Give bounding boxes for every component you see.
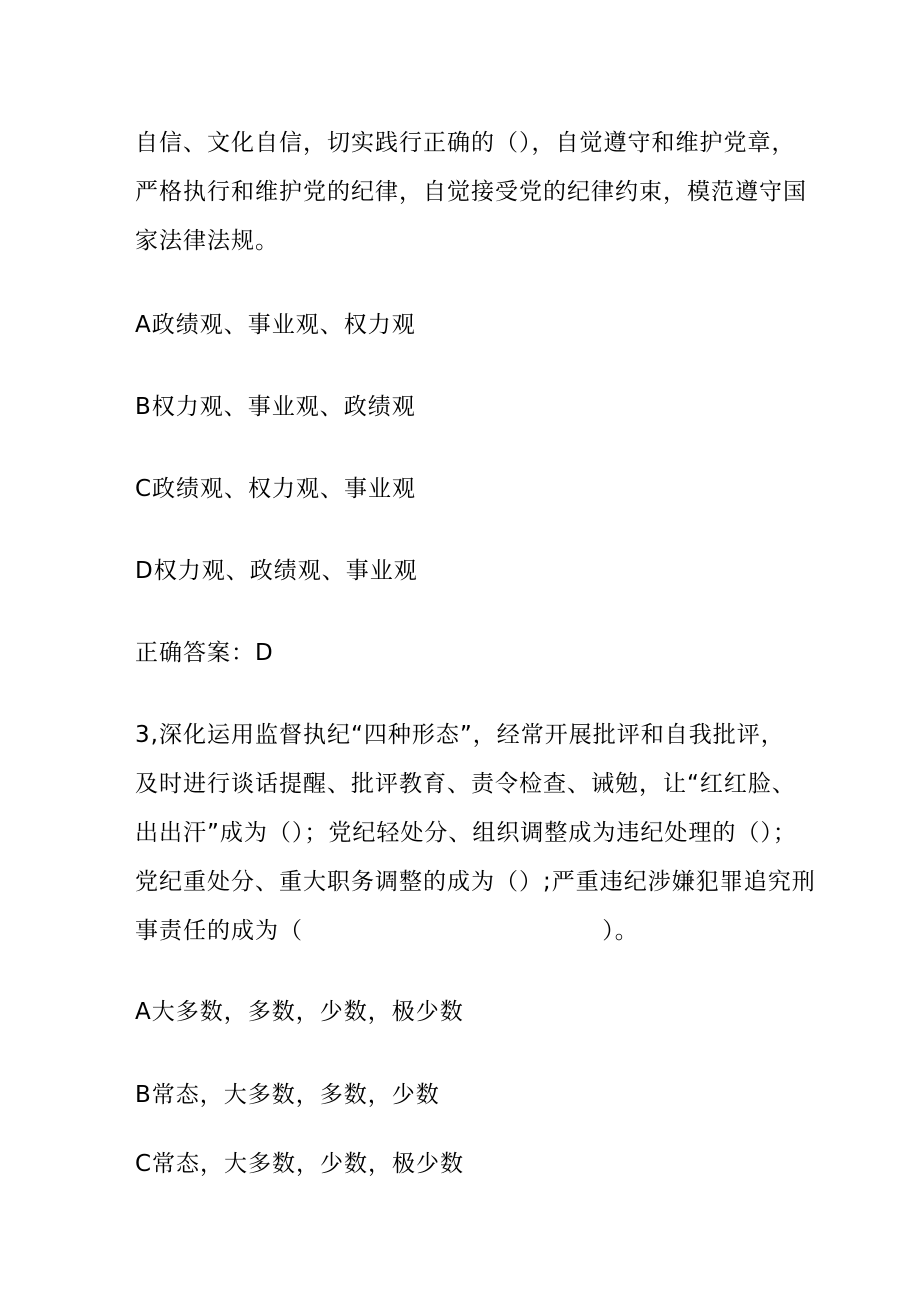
question-3-stem-line-4: 党纪重处分、重大职务调整的成为（）;严重违纪涉嫌犯罪追究刑	[135, 869, 816, 895]
question-2-stem-line-2: 严格执行和维护党的纪律，自觉接受党的纪律约束，模范遵守国	[135, 179, 807, 205]
question-2-stem-line-1: 自信、文化自信，切实践行正确的（），自觉遵守和维护党章，	[135, 130, 796, 156]
question-3-stem-line-5: 事责任的成为（ ）。	[135, 918, 639, 944]
question-3-stem-line-2: 及时进行谈话提醒、批评教育、责令检查、诫勉，让“红红脸、	[135, 771, 796, 797]
question-2-option-d: D权力观、政绩观、事业观	[135, 558, 418, 584]
question-3-option-b: B常态，大多数，多数，少数	[135, 1082, 440, 1108]
question-2-option-a: A政绩观、事业观、权力观	[135, 312, 416, 338]
question-3-option-a: A大多数，多数，少数，极少数	[135, 999, 464, 1025]
question-2-stem-line-3: 家法律法规。	[135, 228, 279, 254]
question-3-stem-line-1: 3,深化运用监督执纪“四种形态”，经常开展批评和自我批评，	[135, 722, 785, 748]
question-2-answer: 正确答案：D	[135, 640, 274, 666]
question-3-stem-line-3: 出出汗”成为（）；党纪轻处分、组织调整成为违纪处理的（）；	[135, 820, 797, 846]
question-2-option-c: C政绩观、权力观、事业观	[135, 476, 417, 502]
question-2-option-b: B权力观、事业观、政绩观	[135, 394, 416, 420]
question-3-option-c: C常态，大多数，少数，极少数	[135, 1151, 465, 1177]
